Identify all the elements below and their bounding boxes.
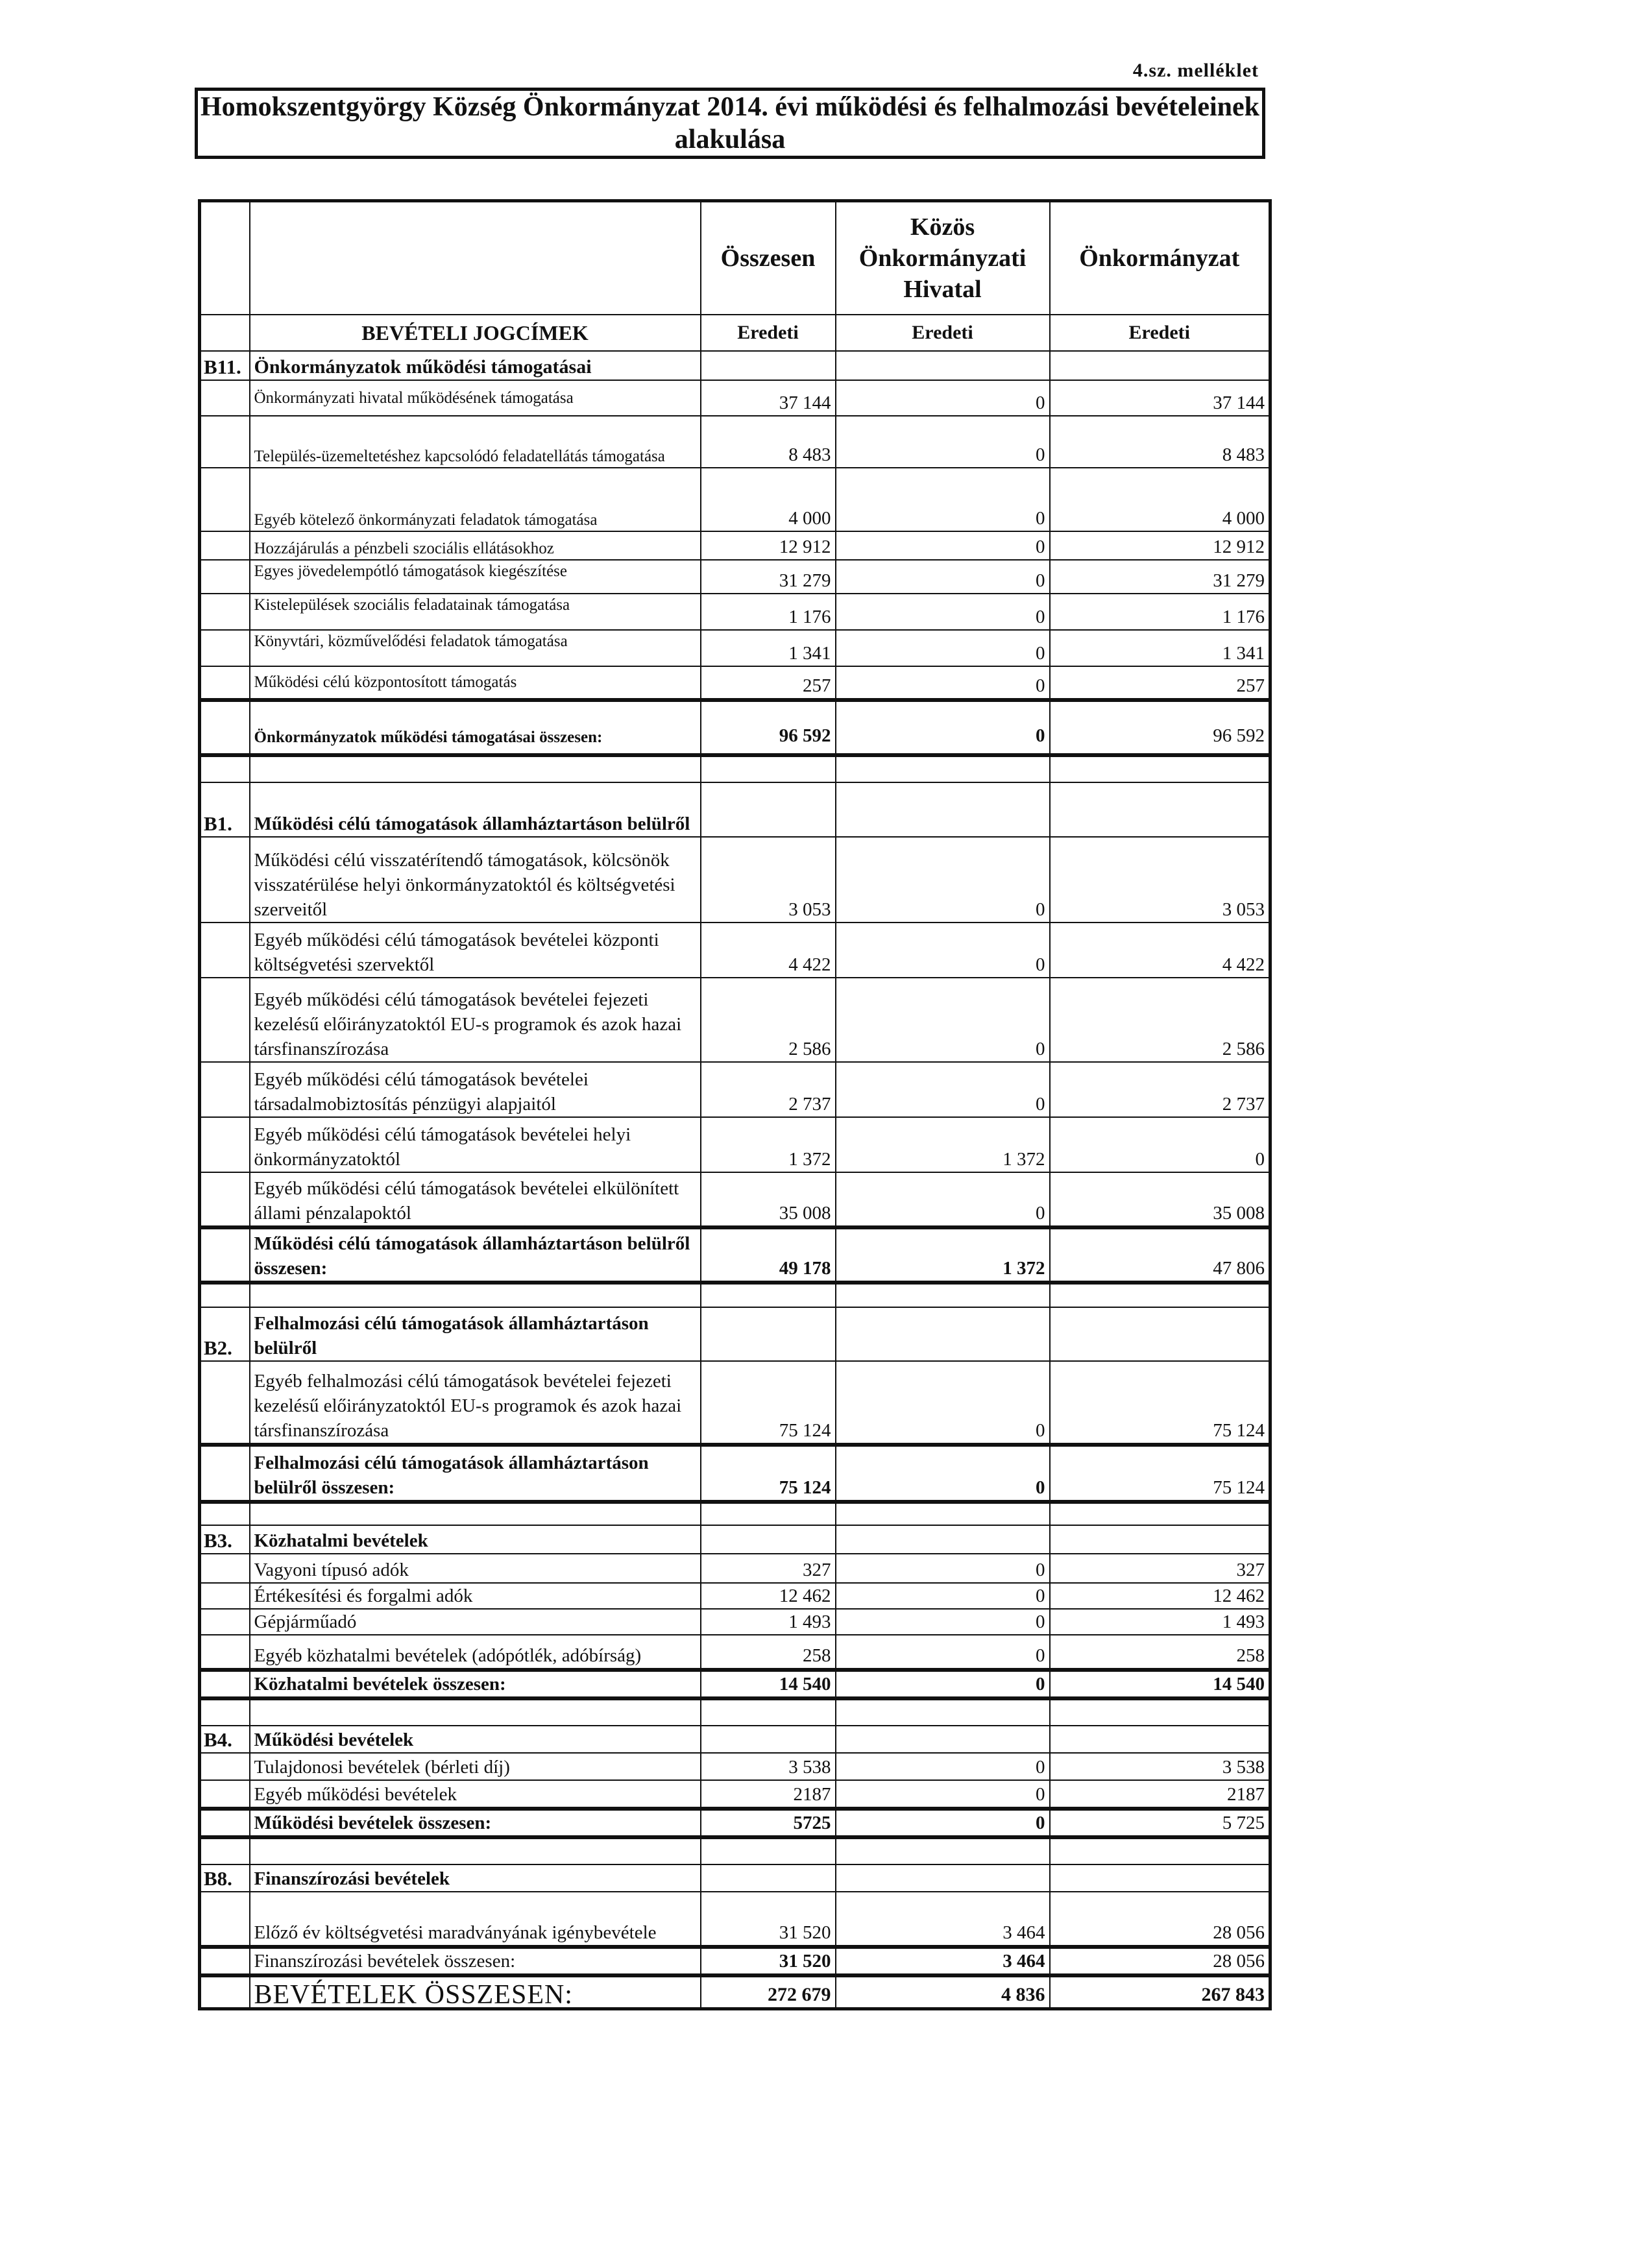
row-office: 0 — [836, 630, 1050, 666]
row-office: 0 — [836, 1583, 1050, 1609]
section-heading: Működési bevételek — [250, 1726, 701, 1753]
row-office: 0 — [836, 1062, 1050, 1117]
sum-total: 14 540 — [701, 1670, 836, 1698]
row-total: 35 008 — [701, 1172, 836, 1227]
section-row-b1 — [200, 782, 1270, 837]
row-label: Egyéb közhatalmi bevételek (adópótlék, adóbírság) — [250, 1635, 701, 1670]
table-row — [200, 468, 1270, 531]
row-municipality: 31 279 — [1050, 560, 1270, 594]
sum-office: 0 — [836, 1445, 1050, 1502]
section-heading: Finanszírozási bevételek — [250, 1864, 701, 1892]
section-code: B3. — [200, 1525, 250, 1554]
section-sum-row-b2 — [200, 1445, 1270, 1502]
header-office-line-2: Önkormányzati — [858, 244, 1027, 272]
row-office: 0 — [836, 531, 1050, 560]
grand-total-row — [200, 1975, 1270, 2009]
sum-total: 75 124 — [701, 1445, 836, 1502]
sum-total: 5725 — [701, 1809, 836, 1837]
row-label: Működési célú központosított támogatás — [250, 666, 701, 700]
sum-municipality: 5 725 — [1050, 1809, 1270, 1837]
row-municipality: 2 737 — [1050, 1062, 1270, 1117]
title-line-2: alakulása — [674, 125, 786, 154]
sum-label: Közhatalmi bevételek összesen: — [250, 1670, 701, 1698]
row-municipality: 1 341 — [1050, 630, 1270, 666]
row-office: 0 — [836, 560, 1050, 594]
table-row — [200, 923, 1270, 978]
page-title — [195, 88, 1265, 159]
column-header-row — [200, 201, 1270, 315]
row-municipality: 4 000 — [1050, 468, 1270, 531]
row-office: 0 — [836, 594, 1050, 630]
row-municipality: 12 912 — [1050, 531, 1270, 560]
sum-office: 0 — [836, 1670, 1050, 1698]
sum-office: 1 372 — [836, 1227, 1050, 1283]
sum-office: 0 — [836, 1809, 1050, 1837]
row-label: Gépjárműadó — [250, 1609, 701, 1635]
section-sum-row-b11 — [200, 700, 1270, 755]
row-total: 2187 — [701, 1780, 836, 1809]
table-row — [200, 630, 1270, 666]
section-sum-row-b1 — [200, 1227, 1270, 1283]
header-office-line-1: Közös — [910, 213, 975, 241]
header-total: Összesen — [701, 201, 836, 315]
sum-municipality: 47 806 — [1050, 1227, 1270, 1283]
row-total: 257 — [701, 666, 836, 700]
sum-municipality: 14 540 — [1050, 1670, 1270, 1698]
row-municipality: 3 053 — [1050, 837, 1270, 923]
table-row — [200, 1753, 1270, 1780]
table-row — [200, 1780, 1270, 1809]
sum-label: Finanszírozási bevételek összesen: — [250, 1947, 701, 1975]
section-sum-row-b4 — [200, 1809, 1270, 1837]
row-total: 3 538 — [701, 1753, 836, 1780]
row-municipality: 0 — [1050, 1117, 1270, 1172]
table-row — [200, 594, 1270, 630]
row-total: 12 912 — [701, 531, 836, 560]
subheader-code-cell — [200, 315, 250, 351]
row-total: 327 — [701, 1554, 836, 1583]
sum-label: Felhalmozási célú támogatások államháztartáson belülről összesen: — [250, 1445, 701, 1502]
row-total: 1 372 — [701, 1117, 836, 1172]
subheader-row — [200, 315, 1270, 351]
table-row — [200, 1554, 1270, 1583]
row-municipality: 327 — [1050, 1554, 1270, 1583]
row-label: Egyéb működési célú támogatások bevételei központi költségvetési szervektől — [250, 923, 701, 978]
row-municipality: 4 422 — [1050, 923, 1270, 978]
row-total: 2 586 — [701, 978, 836, 1062]
sum-office: 0 — [836, 700, 1050, 755]
row-office: 0 — [836, 1780, 1050, 1809]
row-office: 0 — [836, 837, 1050, 923]
section-heading: Önkormányzatok működési támogatásai — [250, 351, 701, 380]
row-label: Egyéb működési célú támogatások bevételei elkülönített állami pénzalapoktól — [250, 1172, 701, 1227]
row-label: Egyéb felhalmozási célú támogatások bevételei fejezeti kezelésű előirányzatoktól EU-s programok és azok hazai társfinanszírozása — [250, 1361, 701, 1445]
header-label-cell — [250, 201, 701, 315]
row-label: Előző év költségvetési maradványának igénybevétele — [250, 1892, 701, 1947]
row-label: Egyéb működési célú támogatások bevételei fejezeti kezelésű előirányzatoktól EU-s programok és azok hazai társfinanszírozása — [250, 978, 701, 1062]
row-total: 2 737 — [701, 1062, 836, 1117]
row-total: 1 493 — [701, 1609, 836, 1635]
row-label: Értékesítési és forgalmi adók — [250, 1583, 701, 1609]
row-total: 4 422 — [701, 923, 836, 978]
grand-total-total: 272 679 — [701, 1975, 836, 2009]
row-total: 1 341 — [701, 630, 836, 666]
table-row — [200, 560, 1270, 594]
row-label: Kistelepülések szociális feladatainak támogatása — [250, 594, 701, 630]
table-row — [200, 380, 1270, 416]
table-row — [200, 978, 1270, 1062]
row-label: Egyéb kötelező önkormányzati feladatok támogatása — [250, 468, 701, 531]
grand-total-municipality: 267 843 — [1050, 1975, 1270, 2009]
spacer-row — [200, 1837, 1270, 1864]
table-row — [200, 416, 1270, 468]
section-code: B4. — [200, 1726, 250, 1753]
section-heading: Működési célú támogatások államháztartáson belülről — [250, 782, 701, 837]
row-label: Hozzájárulás a pénzbeli szociális ellátásokhoz — [250, 531, 701, 560]
row-total: 31 279 — [701, 560, 836, 594]
row-label: Egyes jövedelempótló támogatások kiegészítése — [250, 560, 701, 594]
row-office: 0 — [836, 1635, 1050, 1670]
subheader-office: Eredeti — [836, 315, 1050, 351]
table-row — [200, 531, 1270, 560]
spacer-row — [200, 1502, 1270, 1525]
row-office: 0 — [836, 1753, 1050, 1780]
row-total: 75 124 — [701, 1361, 836, 1445]
sum-label: Működési célú támogatások államháztartáson belülről összesen: — [250, 1227, 701, 1283]
section-code: B8. — [200, 1864, 250, 1892]
revenue-table — [198, 199, 1272, 2010]
row-office: 1 372 — [836, 1117, 1050, 1172]
row-label: Könyvtári, közművelődési feladatok támogatása — [250, 630, 701, 666]
table-row — [200, 1635, 1270, 1670]
row-office: 3 464 — [836, 1892, 1050, 1947]
row-total: 3 053 — [701, 837, 836, 923]
header-revenue-titles: BEVÉTELI JOGCÍMEK — [250, 315, 701, 351]
row-total: 37 144 — [701, 380, 836, 416]
table-row — [200, 1172, 1270, 1227]
table-row — [200, 1583, 1270, 1609]
sum-total: 96 592 — [701, 700, 836, 755]
annex-label: 4.sz. melléklet — [1132, 60, 1259, 81]
grand-total-office: 4 836 — [836, 1975, 1050, 2009]
row-office: 0 — [836, 923, 1050, 978]
row-label: Település-üzemeltetéshez kapcsolódó feladatellátás támogatása — [250, 416, 701, 468]
row-office: 0 — [836, 1609, 1050, 1635]
subheader-municipality: Eredeti — [1050, 315, 1270, 351]
table-row — [200, 666, 1270, 700]
table-row — [200, 1117, 1270, 1172]
table-row — [200, 837, 1270, 923]
section-code: B11. — [200, 351, 250, 380]
section-code: B2. — [200, 1307, 250, 1361]
header-office-line-3: Hivatal — [903, 275, 982, 303]
table-row — [200, 1361, 1270, 1445]
row-label: Tulajdonosi bevételek (bérleti díj) — [250, 1753, 701, 1780]
section-row-b11 — [200, 351, 1270, 380]
sum-label: Működési bevételek összesen: — [250, 1809, 701, 1837]
row-office: 0 — [836, 380, 1050, 416]
row-label: Egyéb működési bevételek — [250, 1780, 701, 1809]
row-municipality: 3 538 — [1050, 1753, 1270, 1780]
sum-label: Önkormányzatok működési támogatásai összesen: — [250, 700, 701, 755]
row-total: 31 520 — [701, 1892, 836, 1947]
header-office — [836, 201, 1050, 315]
row-total: 4 000 — [701, 468, 836, 531]
row-municipality: 2 586 — [1050, 978, 1270, 1062]
sum-total: 49 178 — [701, 1227, 836, 1283]
row-office: 0 — [836, 978, 1050, 1062]
sum-municipality: 96 592 — [1050, 700, 1270, 755]
row-office: 0 — [836, 468, 1050, 531]
spacer-row — [200, 1698, 1270, 1726]
title-line-1: Homokszentgyörgy Község Önkormányzat 2014. évi működési és felhalmozási bevételeinek — [200, 92, 1259, 122]
row-label: Működési célú visszatérítendő támogatások, kölcsönök visszatérülése helyi önkormányzatoktól és költségvetési szerveitől — [250, 837, 701, 923]
row-municipality: 2187 — [1050, 1780, 1270, 1809]
row-office: 0 — [836, 666, 1050, 700]
section-row-b4 — [200, 1726, 1270, 1753]
row-municipality: 1 493 — [1050, 1609, 1270, 1635]
table-row — [200, 1062, 1270, 1117]
sum-municipality: 28 056 — [1050, 1947, 1270, 1975]
table-row — [200, 1609, 1270, 1635]
row-label: Egyéb működési célú támogatások bevételei társadalmobiztosítás pénzügyi alapjaitól — [250, 1062, 701, 1117]
row-office: 0 — [836, 1554, 1050, 1583]
row-municipality: 35 008 — [1050, 1172, 1270, 1227]
grand-total-label: BEVÉTELEK ÖSSZESEN: — [250, 1975, 701, 2009]
sum-office: 3 464 — [836, 1947, 1050, 1975]
row-label: Egyéb működési célú támogatások bevételei helyi önkormányzatoktól — [250, 1117, 701, 1172]
subheader-total: Eredeti — [701, 315, 836, 351]
sum-total: 31 520 — [701, 1947, 836, 1975]
section-code: B1. — [200, 782, 250, 837]
row-municipality: 258 — [1050, 1635, 1270, 1670]
row-total: 1 176 — [701, 594, 836, 630]
row-municipality: 257 — [1050, 666, 1270, 700]
row-office: 0 — [836, 416, 1050, 468]
section-row-b2 — [200, 1307, 1270, 1361]
row-municipality: 1 176 — [1050, 594, 1270, 630]
row-office: 0 — [836, 1361, 1050, 1445]
row-municipality: 28 056 — [1050, 1892, 1270, 1947]
section-sum-row-b3 — [200, 1670, 1270, 1698]
spacer-row — [200, 1283, 1270, 1307]
row-municipality: 75 124 — [1050, 1361, 1270, 1445]
row-label: Önkormányzati hivatal működésének támogatása — [250, 380, 701, 416]
row-total: 12 462 — [701, 1583, 836, 1609]
section-sum-row-b8 — [200, 1947, 1270, 1975]
row-total: 258 — [701, 1635, 836, 1670]
row-municipality: 12 462 — [1050, 1583, 1270, 1609]
header-code-cell — [200, 201, 250, 315]
section-heading: Felhalmozási célú támogatások államháztartáson belülről — [250, 1307, 701, 1361]
sum-municipality: 75 124 — [1050, 1445, 1270, 1502]
row-municipality: 37 144 — [1050, 380, 1270, 416]
section-heading: Közhatalmi bevételek — [250, 1525, 701, 1554]
spacer-row — [200, 755, 1270, 782]
row-label: Vagyoni típusó adók — [250, 1554, 701, 1583]
row-total: 8 483 — [701, 416, 836, 468]
table-row — [200, 1892, 1270, 1947]
header-municipality: Önkormányzat — [1050, 201, 1270, 315]
row-municipality: 8 483 — [1050, 416, 1270, 468]
section-row-b3 — [200, 1525, 1270, 1554]
row-office: 0 — [836, 1172, 1050, 1227]
section-row-b8 — [200, 1864, 1270, 1892]
